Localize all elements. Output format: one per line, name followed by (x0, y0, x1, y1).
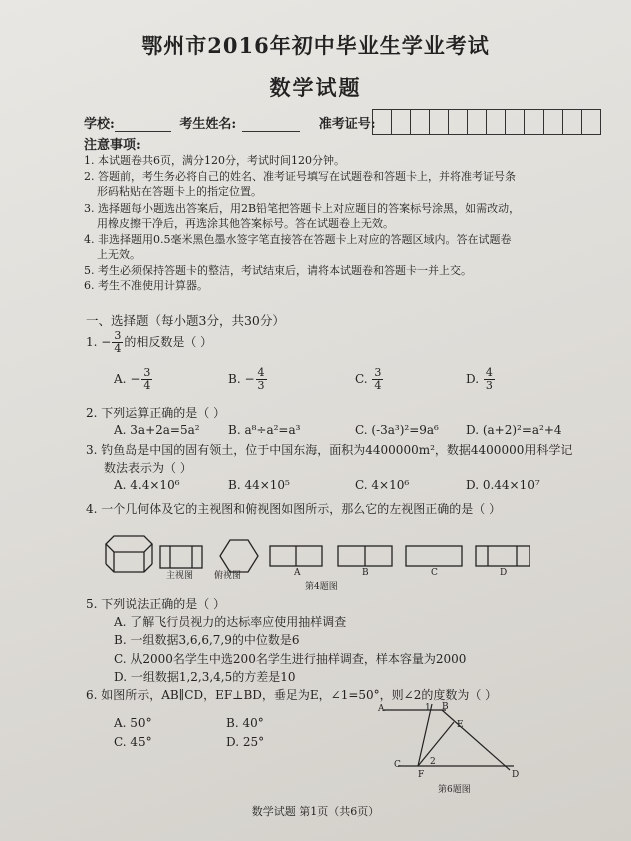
q4-view-c (406, 546, 462, 566)
section-heading: 一、选择题（每小题3分，共30分） (86, 313, 285, 328)
q1-option-d[interactable]: D. $\frac{4}{3}$ (466, 366, 493, 392)
point-c-label: C (394, 760, 401, 770)
q4-option-b[interactable]: B (362, 568, 369, 578)
exam-id-box[interactable] (372, 109, 392, 135)
q3-option-d[interactable]: D. 0.44×10⁷ (466, 478, 540, 492)
main-view (160, 546, 202, 568)
q4-view-a (270, 546, 322, 566)
angle-2-label: 2 (430, 757, 436, 767)
note-3: 3. 选择题每小题选出答案后，用2B铅笔把答题卡上对应题目的答案标号涂黑，如需改动， (84, 202, 521, 215)
exam-id-box[interactable] (562, 109, 582, 135)
q4-option-d[interactable]: D (500, 568, 508, 578)
q3-option-a[interactable]: A. 4.4×10⁶ (114, 478, 180, 492)
q5-option-a[interactable]: A. 了解飞行员视力的达标率应使用抽样调查 (114, 615, 347, 629)
note-4-cont: 上无效。 (97, 248, 141, 261)
question-3: 3. 钓鱼岛是中国的固有领土，位于中国东海，面积为4400000m²，数据4400000用科学记 (86, 443, 573, 457)
q4-view-b (338, 546, 392, 566)
exam-id-box[interactable] (524, 109, 544, 135)
exam-id-box[interactable] (543, 109, 563, 135)
exam-id-box[interactable] (581, 109, 601, 135)
exam-id-box[interactable] (467, 109, 487, 135)
q4-figure-caption: 第4题图 (305, 582, 338, 592)
q5-option-d[interactable]: D. 一组数据1,2,3,4,5的方差是10 (114, 670, 296, 684)
solid-figure (106, 536, 152, 572)
exam-id-box[interactable] (391, 109, 411, 135)
school-label: 学校: (84, 117, 115, 132)
note-6: 6. 考生不准使用计算器。 (84, 279, 208, 292)
exam-id-box[interactable] (429, 109, 449, 135)
info-row (84, 113, 376, 132)
q2-option-a[interactable]: A. 3a+2a=5a² (114, 423, 200, 437)
q2-option-c[interactable]: C. (-3a³)²=9a⁶ (355, 423, 439, 437)
q6-option-b[interactable]: B. 40° (226, 716, 264, 730)
exam-id-label: 准考证号: (318, 117, 376, 132)
point-d-label: D (512, 770, 520, 780)
exam-subtitle: 数学试题 (269, 75, 362, 100)
q3-option-c[interactable]: C. 4×10⁶ (355, 478, 410, 492)
note-2-cont: 形码粘贴在答题卡上的指定位置。 (97, 185, 262, 198)
exam-id-box[interactable] (410, 109, 430, 135)
note-3-cont: 用橡皮擦干净后，再选涂其他答案标号。答在试题卷上无效。 (97, 217, 394, 230)
point-e-label: E (457, 720, 464, 730)
note-5: 5. 考生必须保持答题卡的整洁，考试结束后，请将本试题卷和答题卡一并上交。 (84, 264, 472, 277)
point-b-label: B (442, 702, 449, 712)
q4-option-c[interactable]: C (431, 568, 438, 578)
question-3-cont: 数法表示为（ ） (104, 461, 192, 475)
q6-option-a[interactable]: A. 50° (114, 716, 152, 730)
exam-id-boxes[interactable] (372, 109, 600, 135)
top-view-label: 俯视图 (214, 571, 242, 581)
name-blank[interactable] (242, 119, 300, 132)
q5-option-b[interactable]: B. 一组数据3,6,6,7,9的中位数是6 (114, 633, 300, 647)
question-4: 4. 一个几何体及它的主视图和俯视图如图所示，那么它的左视图正确的是（ ） (86, 502, 502, 516)
note-2: 2. 答题前，考生务必将自己的姓名、准考证号填写在试题卷和答题卡上，并将准考证号条 (84, 170, 516, 183)
school-blank[interactable] (115, 119, 171, 132)
question-1: 1. − $\frac{3}{4}$ 的相反数是（ ） (86, 329, 213, 355)
question-6: 6. 如图所示，AB∥CD，EF⊥BD，垂足为E，∠1=50°，则∠2的度数为（ ） (86, 688, 498, 702)
q4-option-a[interactable]: A (294, 568, 301, 578)
notes-heading: 注意事项: (84, 138, 141, 153)
q2-option-b[interactable]: B. a⁸÷a²=a³ (228, 423, 301, 437)
q3-option-b[interactable]: B. 44×10⁵ (228, 478, 290, 492)
main-view-label: 主视图 (166, 571, 194, 581)
q1-fraction: $\frac{3}{4}$ (114, 329, 122, 355)
page-footer: 数学试题 第1页（共6页） (251, 805, 380, 818)
question-2: 2. 下列运算正确的是（ ） (86, 406, 226, 420)
point-f-label: F (418, 770, 425, 780)
q6-option-c[interactable]: C. 45° (114, 735, 152, 749)
q6-figure-caption: 第6题图 (438, 785, 471, 795)
q4-view-d (476, 546, 530, 566)
exam-id-box[interactable] (486, 109, 506, 135)
exam-id-box[interactable] (505, 109, 525, 135)
name-label: 考生姓名: (179, 117, 237, 132)
note-1: 1. 本试题卷共6页，满分120分，考试时间120分钟。 (84, 154, 345, 167)
q1-option-b[interactable]: B. − $\frac{4}{3}$ (228, 366, 265, 392)
note-4: 4. 非选择题用0.5毫米黑色墨水签字笔直接答在答题卡上对应的答题区域内。答在试题卷 (84, 233, 512, 246)
exam-id-box[interactable] (448, 109, 468, 135)
q6-option-d[interactable]: D. 25° (226, 735, 265, 749)
q1-option-a[interactable]: A. − $\frac{3}{4}$ (114, 366, 151, 392)
q5-option-c[interactable]: C. 从2000名学生中选200名学生进行抽样调查，样本容量为2000 (114, 652, 467, 666)
angle-1-label: 1 (425, 703, 431, 713)
point-a-label: A (378, 704, 385, 714)
question-5: 5. 下列说法正确的是（ ） (86, 597, 226, 611)
q1-option-c[interactable]: C. $\frac{3}{4}$ (355, 366, 382, 392)
exam-title: 鄂州市2016年初中毕业生学业考试 (141, 33, 490, 58)
q2-option-d[interactable]: D. (a+2)²=a²+4 (466, 423, 562, 437)
